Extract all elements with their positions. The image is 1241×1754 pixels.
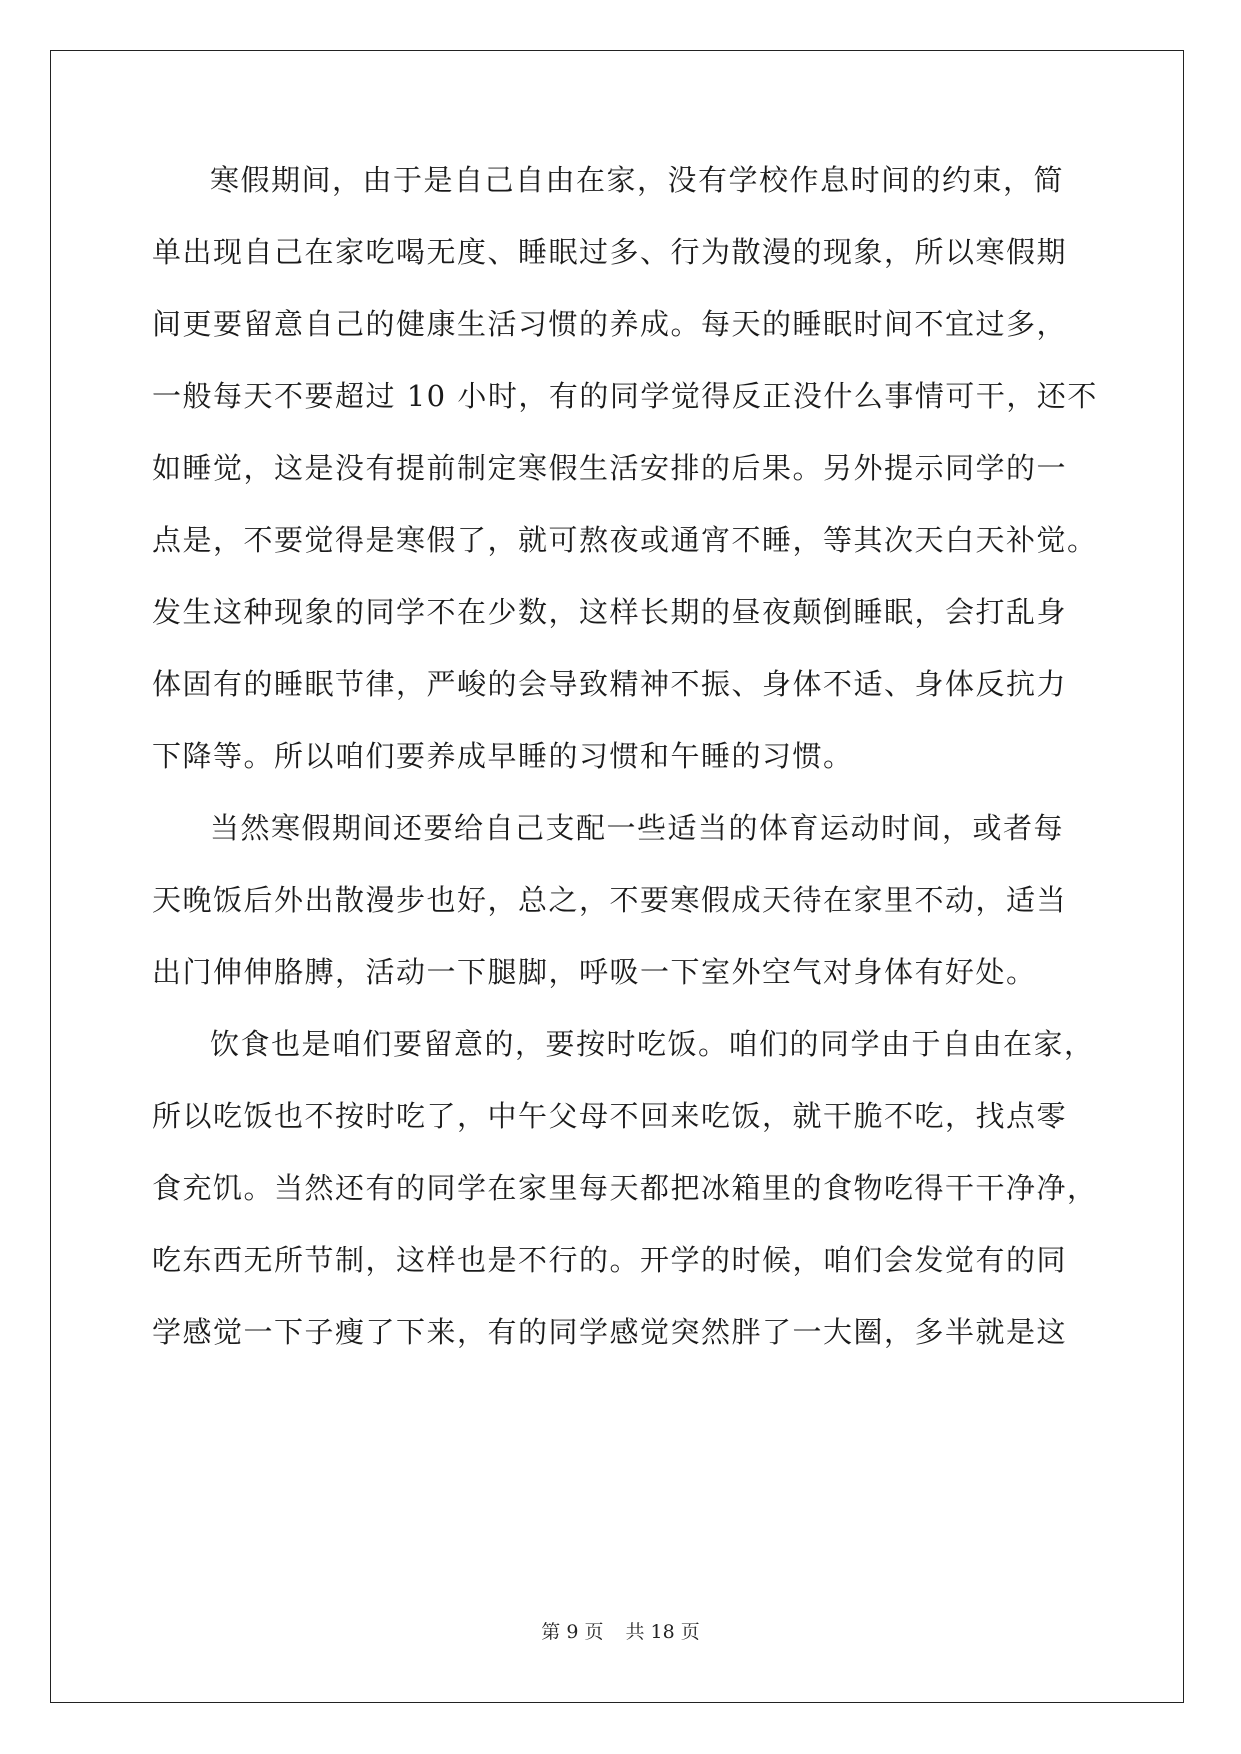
page-footer	[0, 1620, 1241, 1644]
paragraph-2-line-1: 当然寒假期间还要给自己支配一些适当的体育运动时间，或者每	[210, 811, 1065, 845]
paragraph-3-line-2: 所以吃饭也不按时吃了，中午父母不回来吃饭，就干脆不吃，找点零	[152, 1099, 1068, 1133]
page-border	[50, 50, 1184, 1703]
paragraph-1-line-7: 发生这种现象的同学不在少数，这样长期的昼夜颠倒睡眠，会打乱身	[152, 595, 1068, 629]
paragraph-1-line-1: 寒假期间，由于是自己自由在家，没有学校作息时间的约束，简	[210, 163, 1065, 197]
paragraph-1-line-3: 间更要留意自己的健康生活习惯的养成。每天的睡眠时间不宜过多，	[152, 307, 1068, 341]
paragraph-2-line-3: 出门伸伸胳膊，活动一下腿脚，呼吸一下室外空气对身体有好处。	[152, 955, 1037, 989]
page-number: 第 9 页	[541, 1621, 604, 1643]
paragraph-1-line-5: 如睡觉，这是没有提前制定寒假生活安排的后果。另外提示同学的一	[152, 451, 1068, 485]
paragraph-2-line-2: 天晚饭后外出散漫步也好，总之，不要寒假成天待在家里不动，适当	[152, 883, 1068, 917]
total-pages: 共 18 页	[625, 1621, 700, 1643]
paragraph-3-line-4: 吃东西无所节制，这样也是不行的。开学的时候，咱们会发觉有的同	[152, 1243, 1068, 1277]
paragraph-1-line-4: 一般每天不要超过 10 小时，有的同学觉得反正没什么事情可干，还不	[152, 379, 1098, 413]
paragraph-3-line-5: 学感觉一下子瘦了下来，有的同学感觉突然胖了一大圈，多半就是这	[152, 1315, 1068, 1349]
paragraph-3-line-1: 饮食也是咱们要留意的，要按时吃饭。咱们的同学由于自由在家，	[210, 1027, 1095, 1061]
paragraph-3-line-3: 食充饥。当然还有的同学在家里每天都把冰箱里的食物吃得干干净净，	[152, 1171, 1098, 1205]
paragraph-1-line-8: 体固有的睡眠节律，严峻的会导致精神不振、身体不适、身体反抗力	[152, 667, 1068, 701]
paragraph-1-line-2: 单出现自己在家吃喝无度、睡眠过多、行为散漫的现象，所以寒假期	[152, 235, 1068, 269]
paragraph-1-line-9: 下降等。所以咱们要养成早睡的习惯和午睡的习惯。	[152, 739, 854, 773]
paragraph-1-line-6: 点是，不要觉得是寒假了，就可熬夜或通宵不睡，等其次天白天补觉。	[152, 523, 1098, 557]
